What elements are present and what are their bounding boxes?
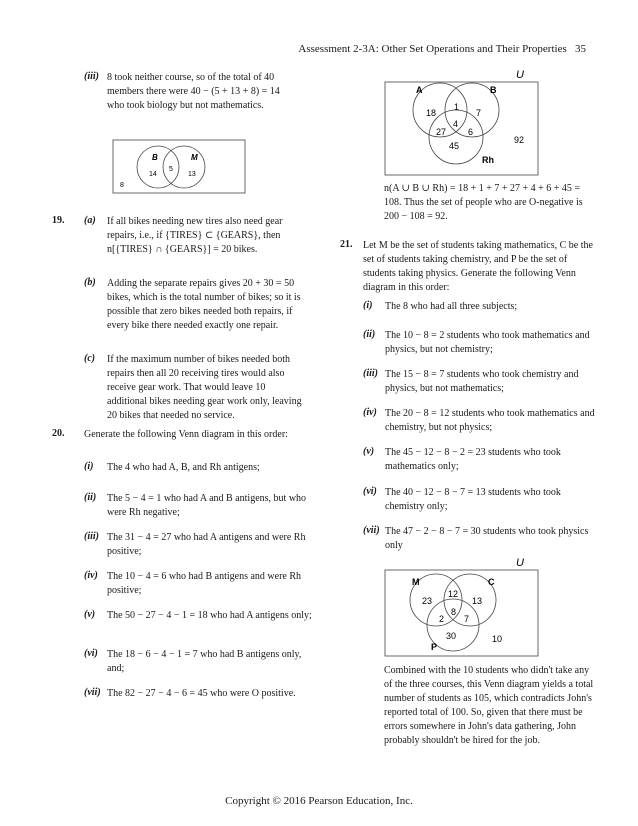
value-c-p: 7 — [464, 614, 470, 624]
item-text: The 4 who had A, B, and Rh antigens; — [107, 462, 260, 473]
universe-rect — [385, 570, 538, 656]
label-b: B — [490, 85, 497, 95]
item-label: (v) — [363, 446, 375, 457]
value-outside: 10 — [492, 634, 503, 644]
value-b-and-m: 5 — [169, 166, 173, 173]
item-label: (ii) — [84, 492, 97, 503]
item-text: If all bikes needing new tires also need gear repairs, i.e., if {TIRES} ⊂ {GEARS}, then n[{TIRES} ∩ {GEARS}] = 20 bikes. — [107, 216, 283, 255]
item-text: The 82 − 27 − 4 − 6 = 45 who were O positive. — [107, 688, 296, 699]
item-label: (iv) — [363, 407, 377, 418]
label-rh: Rh — [482, 155, 494, 165]
item-label: (i) — [84, 461, 94, 472]
value-b-only: 14 — [149, 171, 157, 178]
label-m: M — [412, 577, 420, 587]
header-title: Assessment 2-3A: Other Set Operations and Their Properties — [298, 43, 567, 55]
item-text: The 5 − 4 = 1 who had A and B antigens, but who were Rh negative; — [107, 493, 307, 518]
item-label: (iii) — [84, 531, 99, 542]
value-c-only: 13 — [472, 596, 483, 606]
label-b: B — [152, 153, 158, 162]
value-m-only: 13 — [188, 171, 196, 178]
venn-diagram-biology-math — [112, 139, 246, 194]
item-label: (iv) — [84, 570, 98, 581]
page-header — [298, 43, 586, 55]
page-number: 35 — [575, 43, 586, 55]
label-a: A — [416, 85, 423, 95]
label-m: M — [191, 153, 198, 162]
question-number: 21. — [340, 239, 353, 250]
item-label: (vi) — [363, 486, 377, 497]
venn-diagram-antigens — [384, 66, 540, 176]
item-text: The 10 − 4 = 6 who had B antigens and were Rh positive; — [107, 571, 302, 596]
value-a-b: 1 — [454, 102, 460, 112]
item-label: (vi) — [84, 648, 98, 659]
value-outside: 8 — [120, 182, 124, 189]
value-p-only: 30 — [446, 631, 457, 641]
value-a-rh: 27 — [436, 127, 447, 137]
item-label: (i) — [363, 300, 373, 311]
item-text: The 45 − 12 − 8 − 2 = 23 students who took mathematics only; — [385, 447, 561, 472]
conclusion-text: Combined with the 10 students who didn't take any of the three courses, this Venn diagram yields a total number of students as 105, which contradicts John's reported total of 100. So, given that there must be errors somewhere in John's data gathering, John probably shouldn't be hired for the job. — [384, 665, 594, 746]
value-rh-only: 45 — [449, 141, 460, 151]
value-b-rh: 6 — [468, 127, 474, 137]
item-label: (b) — [84, 277, 96, 288]
value-all: 4 — [453, 119, 459, 129]
item-text: The 47 − 2 − 8 − 7 = 30 students who took physics only — [385, 526, 589, 551]
item-label: (v) — [84, 609, 96, 620]
question-intro: Let M be the set of students taking mathematics, C be the set of students taking chemistry, and P be the set of students taking physics. Generate the following Venn diagram in this order: — [363, 240, 593, 293]
item-label: (iii) — [84, 71, 99, 82]
item-label: (vii) — [84, 687, 101, 698]
item-text: The 18 − 6 − 4 − 1 = 7 who had B antigens only, and; — [107, 649, 302, 674]
item-text: The 40 − 12 − 8 − 7 = 13 students who took chemistry only; — [385, 487, 561, 512]
question-number: 19. — [52, 215, 65, 226]
value-a-only: 18 — [426, 108, 437, 118]
item-text: The 50 − 27 − 4 − 1 = 18 who had A antigens only; — [107, 610, 312, 621]
venn-diagram-courses — [384, 554, 540, 658]
item-label: (vii) — [363, 525, 380, 536]
value-outside: 92 — [514, 135, 525, 145]
value-m-c: 12 — [448, 589, 459, 599]
page-footer: Copyright © 2016 Pearson Education, Inc. — [225, 795, 413, 807]
item-text: The 20 − 8 = 12 students who took mathematics and chemistry, but not physics; — [385, 408, 595, 433]
label-c: C — [488, 577, 495, 587]
item-label: (c) — [84, 353, 96, 364]
item-label: (a) — [84, 215, 96, 226]
item-label: (ii) — [363, 329, 376, 340]
value-m-p: 2 — [439, 614, 445, 624]
item-text: The 10 − 8 = 2 students who took mathematics and physics, but not chemistry; — [385, 330, 590, 355]
union-text: n(A ∪ B ∪ Rh) = 18 + 1 + 7 + 27 + 4 + 6 + 45 = 108. Thus the set of people who are O-negative is 200 − 108 = 92. — [384, 183, 583, 222]
label-p: P — [431, 642, 438, 652]
item-text: The 8 who had all three subjects; — [385, 301, 518, 312]
question-intro: Generate the following Venn diagram in this order: — [84, 429, 288, 440]
label-u: U — [516, 69, 524, 81]
item-text: 8 took neither course, so of the total of 40 members there were 40 − (5 + 13 + 8) = 14 who took biology but not mathematics. — [107, 72, 280, 111]
item-text: The 15 − 8 = 7 students who took chemistry and physics, but not mathematics; — [385, 369, 579, 394]
label-u: U — [516, 557, 524, 569]
item-text: If the maximum number of bikes needed both repairs then all 20 receiving tires would also receive gear work. That would leave 10 additional bikes needing gear work only, leaving 20 bikes that needed no service. — [107, 354, 302, 421]
item-text: Adding the separate repairs gives 20 + 30 = 50 bikes, which is the total number of bikes; so it is possible that zero bikes needed both repairs, if every bike there needed exactly one repair. — [107, 278, 301, 331]
value-m-only: 23 — [422, 596, 433, 606]
item-text: The 31 − 4 = 27 who had A antigens and were Rh positive; — [107, 532, 306, 557]
item-label: (iii) — [363, 368, 378, 379]
value-all: 8 — [451, 607, 457, 617]
value-b-only: 7 — [476, 108, 482, 118]
question-number: 20. — [52, 428, 65, 439]
universe-rect — [385, 82, 538, 175]
